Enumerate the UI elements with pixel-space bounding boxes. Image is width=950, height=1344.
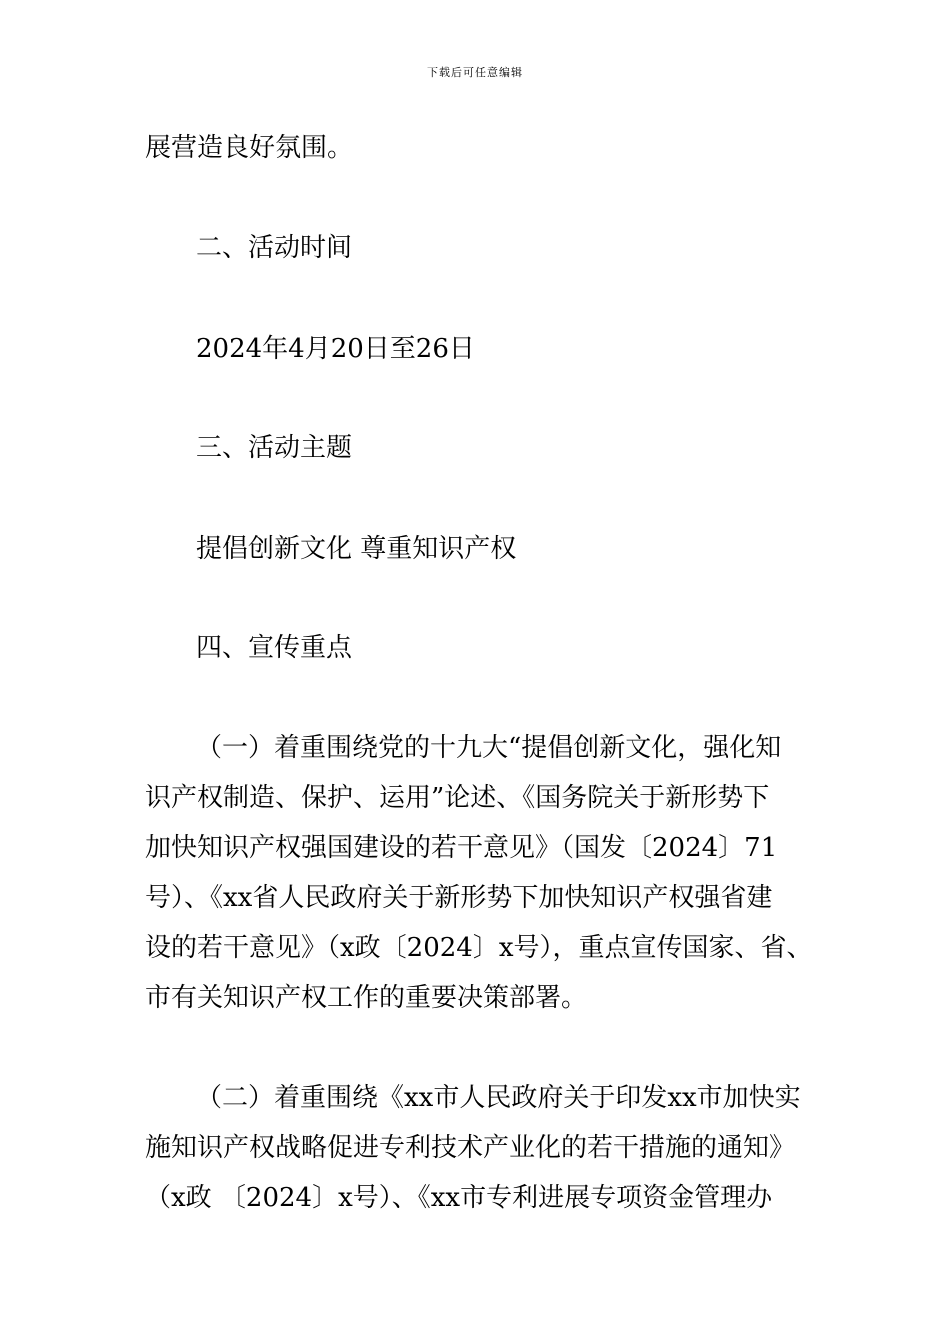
paragraph-line: 2024年4月20日至26日 <box>196 334 475 364</box>
paragraph-line: 号）、《xx省人民政府关于新形势下加快知识产权强省建 <box>145 883 773 913</box>
paragraph-line: 展营造良好氛围。 <box>145 133 354 163</box>
paragraph-line: 市有关知识产权工作的重要决策部署。 <box>145 983 588 1013</box>
section-heading: 四、宣传重点 <box>196 633 353 663</box>
paragraph-line: （二）着重围绕《xx市人民政府关于印发xx市加快实 <box>196 1083 801 1113</box>
paragraph-line: （一）着重围绕党的十九大“提倡创新文化，强化知 <box>196 733 782 763</box>
paragraph-line: 加快知识产权强国建设的若干意见》（国发〔2024〕71 <box>145 833 778 863</box>
paragraph-line: 施知识产权战略促进专利技术产业化的若干措施的通知》 <box>145 1133 796 1163</box>
paragraph-line: 提倡创新文化 尊重知识产权 <box>196 534 517 564</box>
paragraph-line: 设的若干意见》（x政〔2024〕x号），重点宣传国家、省、 <box>145 933 813 963</box>
page-header: 下载后可任意编辑 <box>427 66 523 79</box>
section-heading: 三、活动主题 <box>196 433 353 463</box>
section-heading: 二、活动时间 <box>196 233 353 263</box>
paragraph-line: 识产权制造、保护、运用”论述、《国务院关于新形势下 <box>145 783 770 813</box>
paragraph-line: （x政 〔2024〕x号）、《xx市专利进展专项资金管理办 <box>145 1183 773 1213</box>
